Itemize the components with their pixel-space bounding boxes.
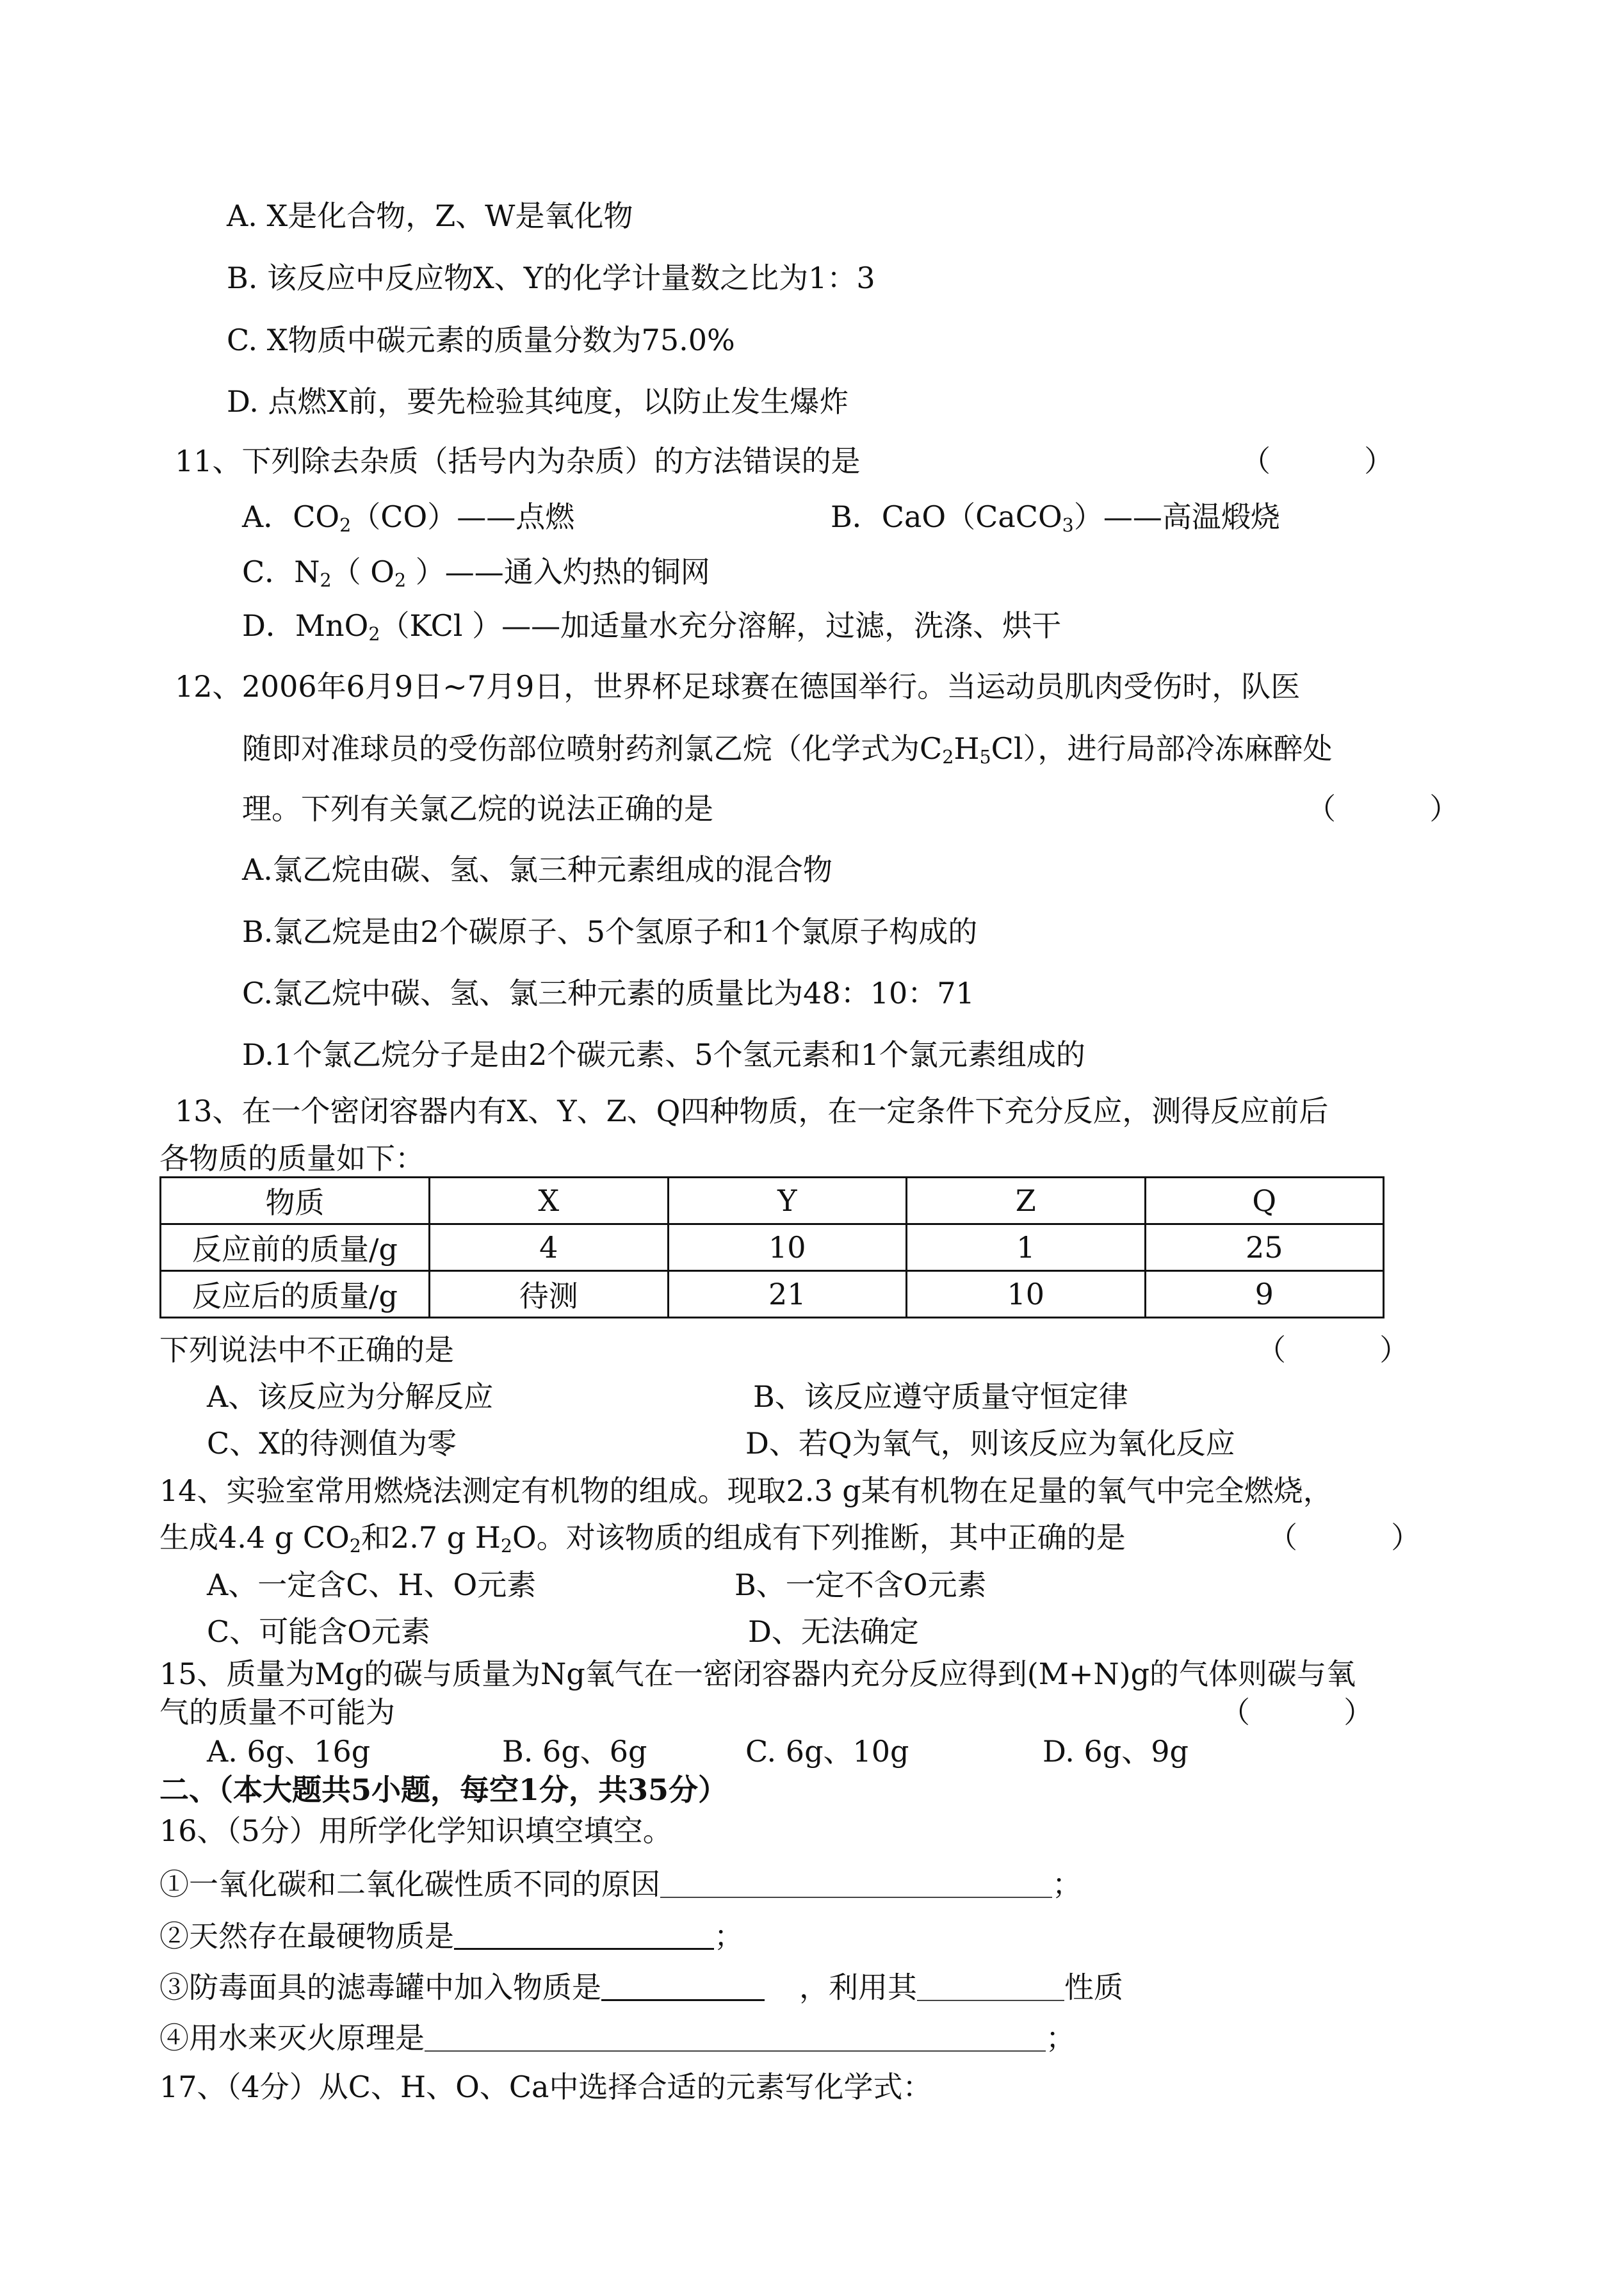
table-cell: 10 <box>668 1224 907 1271</box>
q12-option-b: B.氯乙烷是由2个碳原子、5个氢原子和1个氯原子构成的 <box>242 914 978 949</box>
table-cell: 25 <box>1145 1224 1384 1271</box>
q13-mass-table <box>159 1176 1384 1318</box>
q11-option-b: B．CaO（CaCO$_3$）——高温煅烧 <box>831 499 1280 537</box>
table-cell: 待测 <box>430 1271 669 1318</box>
q17-stem: 17、（4分）从C、H、O、Ca中选择合适的元素写化学式： <box>159 2070 932 2104</box>
table-cell: 10 <box>907 1271 1146 1318</box>
q15-line-2: 气的质量不可能为 <box>159 1695 395 1730</box>
q12-option-a: A.氯乙烷由碳、氢、氯三种元素组成的混合物 <box>242 852 832 887</box>
q12-line-3: 理。下列有关氯乙烷的说法正确的是 <box>242 791 713 826</box>
q10-option-b: B. 该反应中反应物X、Y的化学计量数之比为1：3 <box>227 261 875 295</box>
q13-option-d: D、若Q为氧气，则该反应为氧化反应 <box>745 1426 1235 1461</box>
q10-option-d: D. 点燃X前，要先检验其纯度，以防止发生爆炸 <box>227 384 849 419</box>
q12-answer-paren: （ ） <box>1306 791 1459 826</box>
q14-option-b: B、一定不含O元素 <box>735 1568 987 1602</box>
q12-option-d: D.1个氯乙烷分子是由2个碳元素、5个氢元素和1个氯元素组成的 <box>242 1037 1085 1072</box>
q12-option-c: C.氯乙烷中碳、氢、氯三种元素的质量比为48：10：71 <box>242 976 975 1010</box>
q13-option-b: B、该反应遵守质量守恒定律 <box>753 1379 1128 1414</box>
table-cell: 物质 <box>161 1178 430 1224</box>
q16-item-4: ④用水来灭火原理是 ； <box>159 2020 1075 2056</box>
q11-stem: 11、下列除去杂质（括号内为杂质）的方法错误的是 <box>175 444 861 478</box>
answer-blank[interactable] <box>425 2021 1046 2052</box>
q14-line-1: 14、实验室常用燃烧法测定有机物的组成。现取2.3 g某有机物在足量的氧气中完全燃烧， <box>159 1473 1333 1508</box>
q12-line-2: 随即对准球员的受伤部位喷射药剂氯乙烷（化学式为$C_2H_5Cl$），进行局部冷冻麻醉处 <box>242 731 1333 768</box>
table-cell: 反应前的质量/g <box>161 1224 430 1271</box>
q14-answer-paren: （ ） <box>1268 1520 1421 1555</box>
q13-answer-paren: （ ） <box>1256 1333 1409 1367</box>
table-header-row <box>161 1178 1384 1224</box>
q11-option-d: D．MnO$_2$（KCl ）——加适量水充分溶解，过滤，洗涤、烘干 <box>242 608 1062 645</box>
q15-answer-paren: （ ） <box>1221 1695 1374 1730</box>
q10-option-c: C. X物质中碳元素的质量分数为75.0% <box>227 323 735 357</box>
q13-option-c: C、X的待测值为零 <box>207 1426 457 1461</box>
table-cell: 9 <box>1145 1271 1384 1318</box>
table-row <box>161 1224 1384 1271</box>
q16-item-3: ③防毒面具的滤毒罐中加入物质是 ，利用其 性质 <box>159 1970 1123 2005</box>
q10-option-a: A. X是化合物，Z、W是氧化物 <box>227 199 633 233</box>
q14-option-d: D、无法确定 <box>748 1614 919 1649</box>
answer-blank[interactable] <box>601 1970 765 2001</box>
answer-blank[interactable] <box>917 1970 1064 2001</box>
q15-option-d: D. 6g、9g <box>1043 1734 1189 1769</box>
table-cell: Q <box>1145 1178 1384 1224</box>
q15-option-c: C. 6g、10g <box>745 1734 909 1769</box>
q16-stem: 16、（5分）用所学化学知识填空填空。 <box>159 1813 672 1848</box>
table-cell: X <box>430 1178 669 1224</box>
q13-option-a: A、该反应为分解反应 <box>207 1379 494 1414</box>
table-cell: Y <box>668 1178 907 1224</box>
q11-option-a: A．$CO_2(CO)——$点燃 <box>242 499 575 537</box>
q11-answer-paren: （ ） <box>1241 444 1394 478</box>
q12-line-1: 12、2006年6月9日~7月9日，世界杯足球赛在德国举行。当运动员肌肉受伤时，队医 <box>175 669 1301 704</box>
q14-line-2: 生成4.4 g $CO_2$和2.7 g $H_2O$。对该物质的组成有下列推断，其中正确的是 <box>159 1520 1126 1557</box>
q13-line-1: 13、在一个密闭容器内有X、Y、Z、Q四种物质，在一定条件下充分反应，测得反应前后 <box>175 1094 1329 1128</box>
q14-option-c: C、可能含O元素 <box>207 1614 430 1649</box>
q11-option-c: C．$N_2$（ $O_2$ ）——通入灼热的铜网 <box>242 555 710 592</box>
q16-item-1: ①一氧化碳和二氧化碳性质不同的原因 ； <box>159 1867 1082 1902</box>
answer-blank[interactable] <box>454 1918 714 1950</box>
q15-option-a: A. 6g、16g <box>207 1734 371 1769</box>
table-cell: 4 <box>430 1224 669 1271</box>
q15-line-1: 15、质量为Mg的碳与质量为Ng氧气在一密闭容器内充分反应得到(M+N)g的气体则碳与氧 <box>159 1657 1356 1691</box>
table-cell: 1 <box>907 1224 1146 1271</box>
answer-blank[interactable] <box>660 1867 1052 1898</box>
q13-line-2: 各物质的质量如下： <box>159 1141 425 1176</box>
q13-prompt: 下列说法中不正确的是 <box>159 1333 454 1367</box>
q16-item-2: ②天然存在最硬物质是 ； <box>159 1918 743 1954</box>
q15-option-b: B. 6g、6g <box>502 1734 647 1769</box>
table-cell: Z <box>907 1178 1146 1224</box>
table-row <box>161 1271 1384 1318</box>
table-cell: 反应后的质量/g <box>161 1271 430 1318</box>
section-2-heading: 二、（本大题共5小题，每空1分，共35分） <box>159 1772 728 1807</box>
q14-option-a: A、一定含C、H、O元素 <box>207 1568 537 1602</box>
table-cell: 21 <box>668 1271 907 1318</box>
